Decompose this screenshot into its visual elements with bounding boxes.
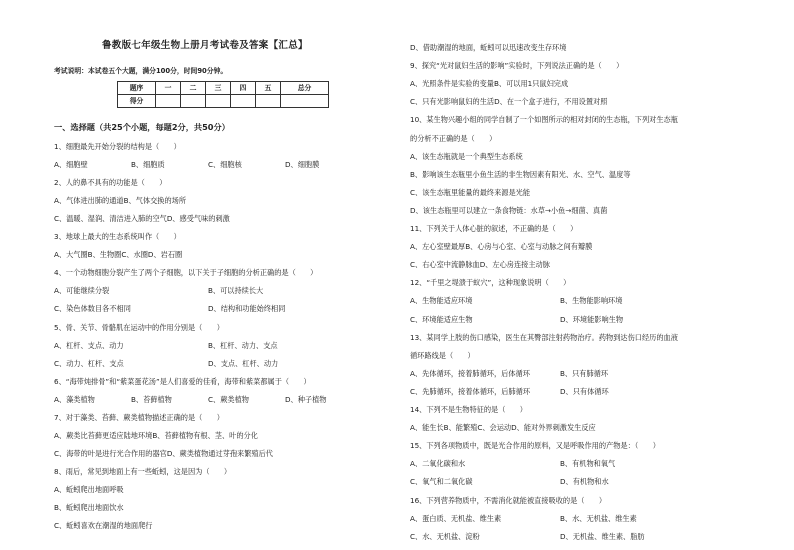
answer-option: C、氧气和二氧化碳 [410,477,473,487]
answer-option: C、染色体数目各不相同 [54,304,131,314]
question-stem: 1、细胞最先开始分裂的结构是（ ） [54,142,181,151]
section-title: 一、选择题（共25个小题，每题2分，共50分） [54,122,230,132]
question-stem: 4、一个动物细胞分裂产生了两个子细胞，以下关于子细胞的分析正确的是（ ） [54,268,318,278]
score-header-cell: 三 [206,82,231,95]
score-table [117,81,329,108]
answer-option: D、结构和功能始终相同 [208,304,286,314]
answer-option: A、杠杆、支点、动力 [54,340,124,350]
answer-option: A、藻类植物 [54,394,95,404]
answer-option: D、环境能影响生物 [560,314,624,324]
score-cell[interactable] [206,95,231,108]
answer-option-line: 的分析不正确的是（ ） [410,133,497,143]
score-cell[interactable] [181,95,206,108]
score-row-label: 得分 [118,95,156,108]
question-stem: 13、某同学上肢的伤口感染，医生在其臀部注射药物治疗。药物到达伤口经历的血液 [410,332,678,342]
score-header-cell: 题序 [118,82,156,95]
answer-option: B、生物能影响环境 [560,296,623,306]
score-cell[interactable] [256,95,281,108]
score-table-score-row [118,95,329,108]
answer-option-line: A、气体进出肺的通道B、气体交换的场所 [54,196,187,206]
question-stem: 3、地球上最大的生态系统叫作（ ） [54,232,181,242]
question-stem: 8、雨后，常见到地面上有一些蚯蚓，这是因为（ ） [54,466,232,476]
answer-option: B、可以持续长大 [208,286,264,296]
answer-option: C、细胞核 [208,160,242,170]
question-stem: 2、人的鼻不具有的功能是（ ） [54,178,167,188]
score-table-header-row [118,82,329,95]
question-stem: 15、下列各项物质中，既是光合作用的原料，又是呼吸作用的产物是：（ ） [410,441,660,451]
answer-option: C、动力、杠杆、支点 [54,358,124,368]
answer-option: A、二氧化碳和水 [410,459,466,469]
answer-option: A、细胞壁 [54,160,88,170]
question-stem: 16、下列营养物质中，不需消化就能被直接吸收的是（ ） [410,495,607,505]
answer-option: A、可能继续分裂 [54,286,110,296]
answer-option-line: 循环路线是（ ） [410,350,475,360]
question-stem: 7、对于藻类、苔藓、蕨类植物描述正确的是（ ） [54,412,224,422]
exam-note: 考试说明：本试卷五个大题，满分100分，时间90分钟。 [54,67,228,75]
score-header-cell: 总分 [281,82,329,95]
answer-option-line: D、该生态瓶里可以建立一条食物链：水草→小鱼→细菌、真菌 [410,205,608,215]
answer-option-line: A、先体循环，接着肺循环，后体循环 [410,368,530,378]
answer-option-line: A、蚯蚓爬出地面呼吸 [54,484,124,494]
question-stem: 10、某生物兴趣小组的同学自制了一个如图所示的相对封闭的生态瓶，下列对生态瓶 [410,115,678,125]
answer-option: D、种子植物 [285,394,327,404]
question-stem: 11、下列关于人体心脏的叙述，不正确的是（ ） [410,224,578,233]
answer-option: C、环境能适应生物 [410,314,473,324]
answer-option-line: A、能生长B、能繁殖C、会运动D、能对外界刺激发生反应 [410,423,596,433]
score-header-cell: 五 [256,82,281,95]
answer-option-line: C、只有光影响鼠妇的生活D、在一个盒子进行，不用设置对照 [410,97,608,107]
question-stem: 14、下列不是生物特征的是（ ） [410,405,527,414]
answer-option: D、有机物和水 [560,477,609,487]
answer-option-line: A、该生态瓶就是一个典型生态系统 [410,151,523,161]
answer-option-line: C、右心室中流静脉血D、左心房连接主动脉 [410,260,550,270]
answer-option-line: C、温暖、湿润、清洁进入肺的空气D、感受气味的刺激 [54,214,230,224]
score-cell[interactable] [281,95,329,108]
question-stem: 12、“千里之堤溃于蚁穴”，这种现象说明（ ） [410,278,571,288]
answer-option-line: C、该生态瓶里能量的最终来源是光能 [410,187,531,197]
answer-option: D、无机盐、维生素、脂肪 [560,531,645,541]
answer-option: D、只有体循环 [560,386,609,396]
score-header-cell: 一 [156,82,181,95]
answer-option-line: A、左心室壁最厚B、心房与心室、心室与动脉之间有瓣膜 [410,242,593,252]
answer-option: B、水、无机盐、维生素 [560,513,637,523]
answer-option-line: C、蚯蚓喜欢在潮湿的地面爬行 [54,521,153,531]
answer-option: A、生物能适应环境 [410,296,473,306]
answer-option: D、支点、杠杆、动力 [208,358,279,368]
answer-option: C、水、无机盐、淀粉 [410,531,480,541]
answer-option: B、杠杆、动力、支点 [208,340,278,350]
answer-option: A、蛋白质、无机盐、维生素 [410,513,502,523]
answer-option-line: C、先肺循环，接着体循环，后肺循环 [410,386,531,396]
question-stem: 5、骨、关节、骨骼肌在运动中的作用分别是（ ） [54,322,224,332]
question-stem: 9、探究“光对鼠妇生活的影响”实验时，下列说法正确的是（ ） [410,61,624,71]
answer-option-line: B、影响该生态瓶里小鱼生活的非生物因素有阳光、水、空气、温度等 [410,169,631,179]
answer-option-line: A、光照条件是实验的变量B、可以用1只鼠妇完成 [410,79,569,89]
score-cell[interactable] [231,95,256,108]
answer-option: B、有机物和氧气 [560,459,616,469]
answer-option-line: A、蕨类比苔藓更适应陆地环境B、苔藓植物有根、茎、叶的分化 [54,430,258,440]
answer-option-line: D、借助潮湿的地面，蚯蚓可以迅速改变生存环境 [410,43,567,52]
answer-option: B、苔藓植物 [131,394,172,404]
question-stem: 6、“海带炖排骨”和“紫菜蛋花汤”是人们喜爱的佳肴，海带和紫菜都属于（ ） [54,376,311,386]
answer-option-line: C、海带的叶是进行光合作用的器官D、蕨类植物通过芽孢来繁殖后代 [54,448,273,458]
answer-option: D、细胞膜 [285,160,320,170]
score-cell[interactable] [156,95,181,108]
answer-option-line: B、蚯蚓爬出地面饮水 [54,503,124,512]
answer-option: B、细胞质 [131,160,165,170]
score-header-cell: 四 [231,82,256,95]
page-title: 鲁教版七年级生物上册月考试卷及答案【汇总】 [102,40,308,51]
answer-option: B、只有肺循环 [560,368,609,378]
answer-option: C、蕨类植物 [208,394,249,404]
answer-option-line: A、大气圈B、生物圈C、水圈D、岩石圈 [54,250,183,260]
score-header-cell: 二 [181,82,206,95]
